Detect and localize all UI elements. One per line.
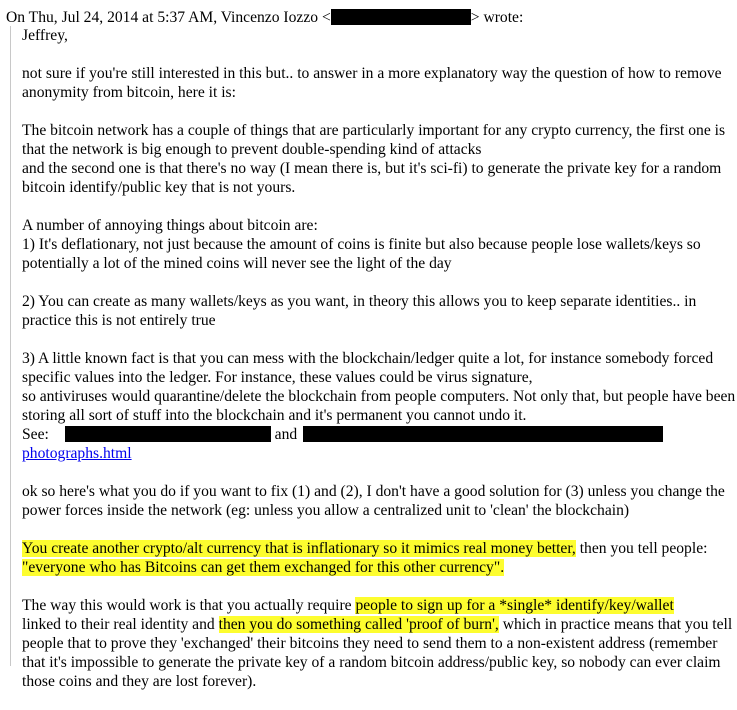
paragraph-item-2: 2) You can create as many wallets/keys as you want, in theory this allows you to keep separate identities.. in practice this is not entirely true: [22, 293, 697, 329]
item3-line-1: 3) A little known fact is that you can mess with the blockchain/ledger quite a lot, for instance somebody forced specific values into the ledger. For instance, these values could be virus signature,: [22, 350, 714, 386]
paragraph-intro: not sure if you're still interested in this but.. to answer in a more explanatory way the question of how to remove anonymity from bitcoin, here it is:: [22, 65, 722, 101]
network-line-2: and the second one is that there's no way (I mean there is, but it's sci-fi) to generate the private key for a random bitcoin identify/public key that is not yours.: [22, 160, 722, 196]
header-suffix: > wrote:: [470, 9, 524, 26]
photographs-link[interactable]: photographs.html: [22, 445, 132, 462]
highlight-single-identity: people to sign up for a *single* identify/key/wallet: [355, 597, 674, 614]
redacted-link-2: [303, 426, 663, 442]
highlight-alt-currency: You create another crypto/alt currency that is inflationary so it mimics real money better,: [22, 540, 576, 557]
redacted-link-1: [65, 426, 271, 442]
quoted-message: [10, 26, 737, 690]
paragraph-proposal: [22, 539, 737, 577]
greeting: Jeffrey,: [22, 27, 68, 44]
paragraph-network: [22, 121, 737, 197]
annoying-intro: A number of annoying things about bitcoin are:: [22, 217, 318, 234]
paragraph-item-3: [22, 349, 737, 463]
item3-line-2: so antiviruses would quarantine/delete the blockchain from people computers. Not only that, but people have been storing all sort of stuff into the blockchain and it's permanent you cannot undo it.: [22, 388, 736, 424]
network-line-1: The bitcoin network has a couple of things that are particularly important for any crypto currency, the first one is that the network is big enough to prevent double-spending kind of attacks: [22, 122, 726, 158]
quote-header: [6, 8, 523, 27]
mechanism-part-1: The way this would work is that you actually require: [22, 597, 356, 614]
redacted-email: [331, 9, 471, 25]
paragraph-fix: ok so here's what you do if you want to fix (1) and (2), I don't have a good solution for (3) unless you change the power forces inside the network (eg: unless you allow a centralized unit to 'clean' the blockchain): [22, 483, 725, 519]
highlight-exchange-quote: "everyone who has Bitcoins can get them exchanged for this other currency".: [22, 559, 505, 576]
mechanism-part-3: which in practice means that you tell people that to prove they 'exchanged' their bitcoins they need to send them to a non-existent address (remember that it's impossible to generate the private key of a random bitcoin address/public key, so nobody can ever claim those coins and they are lost forever).: [22, 616, 733, 690]
annoying-item-1: 1) It's deflationary, not just because the amount of coins is finite but also because people lose wallets/keys so potentially a lot of the mined coins will never see the light of the day: [22, 236, 701, 272]
proposal-text: then you tell people:: [575, 540, 708, 557]
paragraph-annoying: [22, 216, 737, 273]
paragraph-mechanism: [22, 596, 737, 691]
highlight-proof-of-burn: then you do something called 'proof of burn',: [218, 616, 499, 633]
see-label: See:: [22, 426, 49, 443]
message-body: [22, 26, 737, 710]
and-label: and: [274, 426, 298, 443]
mechanism-part-2: linked to their real identity and: [22, 616, 219, 633]
header-prefix: On Thu, Jul 24, 2014 at 5:37 AM, Vincenzo Iozzo <: [6, 9, 331, 26]
